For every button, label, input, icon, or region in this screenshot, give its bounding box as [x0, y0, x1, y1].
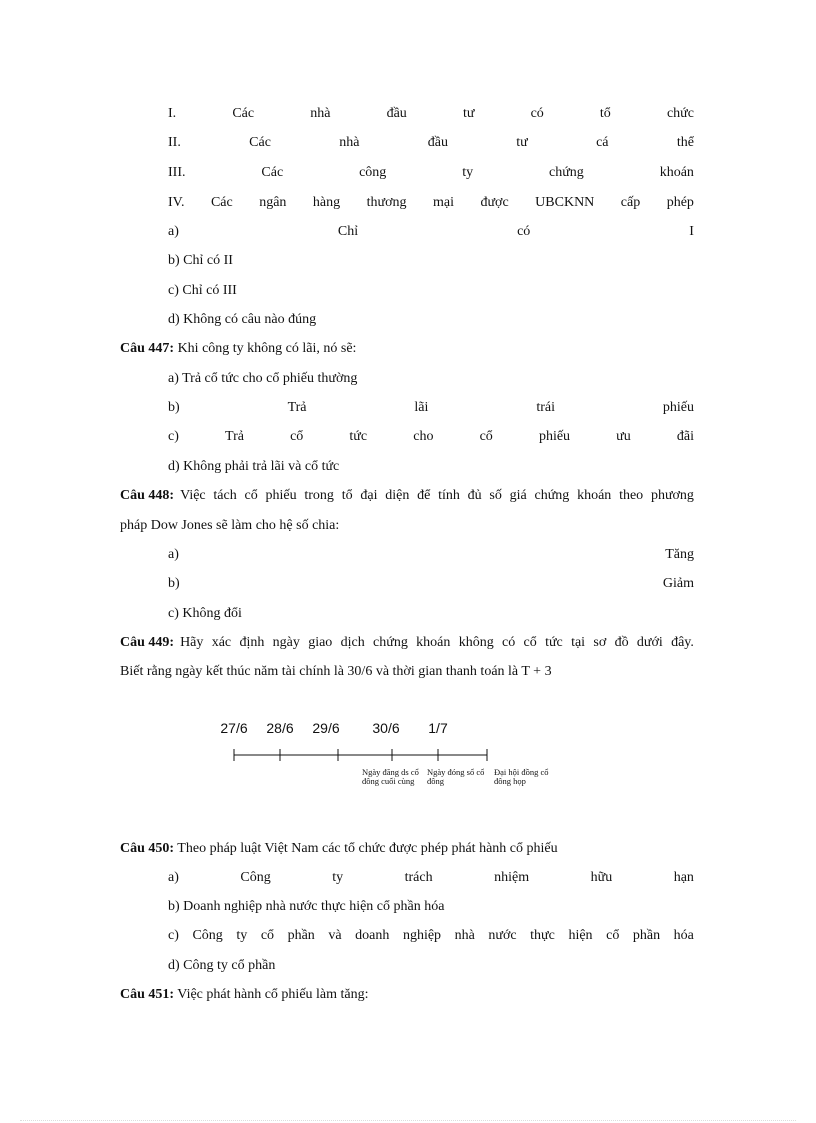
answer-b: [168, 574, 694, 594]
question-450: [120, 839, 694, 859]
page-divider: [20, 1120, 796, 1121]
word: thể: [676, 135, 694, 150]
question-448: [120, 486, 694, 506]
word: c): [168, 429, 179, 444]
word: giao: [308, 635, 333, 650]
word: ty: [236, 928, 248, 943]
word: cho: [413, 429, 434, 444]
answer-d: d) Công ty cổ phần: [168, 958, 276, 973]
word: Các: [261, 165, 284, 180]
question-449: [120, 633, 694, 653]
word: hàng: [312, 195, 341, 210]
question-448-cont: pháp Dow Jones sẽ làm cho hệ số chia:: [120, 518, 340, 533]
word: trong: [304, 488, 334, 503]
timeline-note-close: Ngày đóng sổ cổ đông: [427, 767, 485, 786]
word: UBCKNN: [535, 195, 595, 210]
word: Giảm: [662, 576, 694, 591]
question-text: [180, 486, 694, 506]
answer-b: b) Doanh nghiệp nhà nước thực hiện cổ phần hóa: [168, 899, 445, 914]
word: hiện: [568, 928, 593, 943]
word: tức: [349, 429, 368, 444]
question-447: [120, 339, 694, 359]
word: Hãy: [180, 635, 204, 650]
word: Các: [249, 135, 271, 150]
timeline-note-meeting: Đại hội đồng cổ đông họp: [494, 767, 549, 786]
answer-a: [168, 868, 694, 888]
word: Trả: [287, 400, 307, 415]
word: cổ: [523, 635, 537, 650]
word: đầu: [427, 135, 448, 150]
word: Công: [192, 928, 223, 943]
word: lãi: [414, 400, 429, 415]
word: ty: [332, 870, 344, 885]
word: sơ: [593, 635, 607, 650]
word: giá: [509, 488, 527, 503]
settlement-timeline: [200, 712, 560, 842]
word: Các: [210, 195, 233, 210]
word: cổ: [260, 928, 275, 943]
word: và: [328, 928, 342, 943]
answer-c: [168, 926, 694, 946]
word: phiếu: [662, 400, 694, 415]
word: nước: [488, 928, 517, 943]
word: I.: [168, 106, 177, 121]
word: II.: [168, 135, 181, 150]
word: tư: [516, 135, 528, 150]
answer-c: c) Không đổi: [168, 606, 242, 621]
word: đây.: [671, 635, 694, 650]
question-449-cont: Biết rằng ngày kết thúc năm tài chính là 30/6 và thời gian thanh toán là T + 3: [120, 664, 552, 679]
word: Tăng: [665, 547, 694, 562]
word: trách: [404, 870, 433, 885]
word: diện: [385, 488, 410, 503]
question-label: Câu 450:: [120, 841, 175, 856]
word: Các: [232, 106, 255, 121]
word: Công: [240, 870, 271, 885]
answer-c: c) Chỉ có III: [168, 283, 237, 298]
word: a): [168, 224, 179, 239]
word: chức: [666, 106, 694, 121]
word: cổ: [606, 928, 620, 943]
word: Việc: [180, 488, 206, 503]
word: xác: [211, 635, 232, 650]
word: thực: [530, 928, 555, 943]
word: Trả: [225, 429, 244, 444]
word: hữu: [590, 870, 613, 885]
question-label: Câu 451:: [120, 987, 175, 1002]
word: hóa: [673, 928, 694, 943]
word: đủ: [467, 488, 482, 503]
word: chứng: [534, 488, 570, 503]
answer-a: a) Trả cổ tức cho cổ phiếu thường: [168, 371, 358, 386]
timeline-note-record: Ngày đăng ds cổ đông cuối cùng: [362, 767, 419, 786]
word: khoán: [659, 165, 694, 180]
word: phiếu: [265, 488, 297, 503]
word: nhà: [310, 106, 331, 121]
word: b): [168, 576, 180, 591]
word: nhiệm: [494, 870, 530, 885]
word: chứng: [549, 165, 584, 180]
word: có: [517, 224, 531, 239]
word: cá: [596, 135, 609, 150]
word: ưu: [616, 429, 631, 444]
question-label: Câu 448:: [120, 488, 175, 503]
word: không: [458, 635, 494, 650]
word: III.: [168, 165, 186, 180]
word: tức: [545, 635, 563, 650]
word: a): [168, 870, 179, 885]
date-label: 29/6: [312, 720, 340, 736]
word: c): [168, 928, 179, 943]
word: Chỉ: [337, 224, 359, 239]
word: có: [502, 635, 516, 650]
word: phương: [650, 488, 694, 503]
answer-a: [168, 545, 694, 565]
word: để: [417, 488, 431, 503]
word: hạn: [673, 870, 694, 885]
word: IV.: [168, 195, 185, 210]
question-label: Câu 447:: [120, 341, 175, 356]
answer-d: d) Không phải trả lãi và cổ tức: [168, 459, 340, 474]
word: phần: [287, 928, 315, 943]
word: đầu: [386, 106, 407, 121]
word: a): [168, 547, 179, 562]
word: b): [168, 400, 180, 415]
word: cổ: [479, 429, 493, 444]
word: công: [359, 165, 387, 180]
word: cổ: [290, 429, 304, 444]
word: cổ: [244, 488, 258, 503]
word: có: [530, 106, 544, 121]
option-ii: [168, 133, 694, 153]
word: phiếu: [538, 429, 571, 444]
date-label: 30/6: [372, 720, 400, 736]
answer-a: [168, 222, 694, 242]
word: tư: [462, 106, 475, 121]
word: khoán: [416, 635, 451, 650]
word: chứng: [373, 635, 408, 650]
word: phép: [666, 195, 694, 210]
word: tách: [213, 488, 237, 503]
word: đồ: [614, 635, 629, 650]
word: ty: [462, 165, 474, 180]
answer-d: d) Không có câu nào đúng: [168, 312, 317, 327]
word: cấp: [620, 195, 641, 210]
word: tính: [438, 488, 460, 503]
word: đãi: [676, 429, 694, 444]
question-text: Theo pháp luật Việt Nam các tổ chức được phép phát hành cổ phiếu: [174, 841, 558, 856]
word: mại: [432, 195, 454, 210]
date-label: 1/7: [428, 720, 448, 736]
question-text: Khi công ty không có lãi, nó sẽ:: [174, 341, 357, 356]
answer-b: b) Chỉ có II: [168, 253, 233, 268]
word: dưới: [636, 635, 663, 650]
word: theo: [619, 488, 644, 503]
word: tại: [571, 635, 586, 650]
word: thương: [366, 195, 407, 210]
question-label: Câu 449:: [120, 635, 175, 650]
word: định: [239, 635, 265, 650]
word: khoán: [577, 488, 612, 503]
word: tổ: [341, 488, 353, 503]
date-label: 27/6: [220, 720, 248, 736]
word: phần: [632, 928, 661, 943]
question-text: Việc phát hành cổ phiếu làm tăng:: [174, 987, 369, 1002]
word: số: [489, 488, 502, 503]
word: đại: [360, 488, 378, 503]
word: ngày: [272, 635, 300, 650]
date-label: 28/6: [266, 720, 294, 736]
word: doanh: [355, 928, 390, 943]
word: dịch: [340, 635, 365, 650]
option-iv: [168, 193, 694, 213]
question-text: [180, 633, 694, 653]
word: I: [689, 224, 694, 239]
option-iii: [168, 163, 694, 183]
answer-c: [168, 427, 694, 447]
word: tổ: [599, 106, 611, 121]
word: được: [480, 195, 509, 210]
question-451: [120, 985, 694, 1005]
word: nhà: [339, 135, 360, 150]
answer-b: [168, 398, 694, 418]
option-i: [168, 104, 694, 124]
word: nghiệp: [402, 928, 442, 943]
word: ngân: [259, 195, 287, 210]
word: nhà: [454, 928, 475, 943]
word: trái: [536, 400, 555, 415]
